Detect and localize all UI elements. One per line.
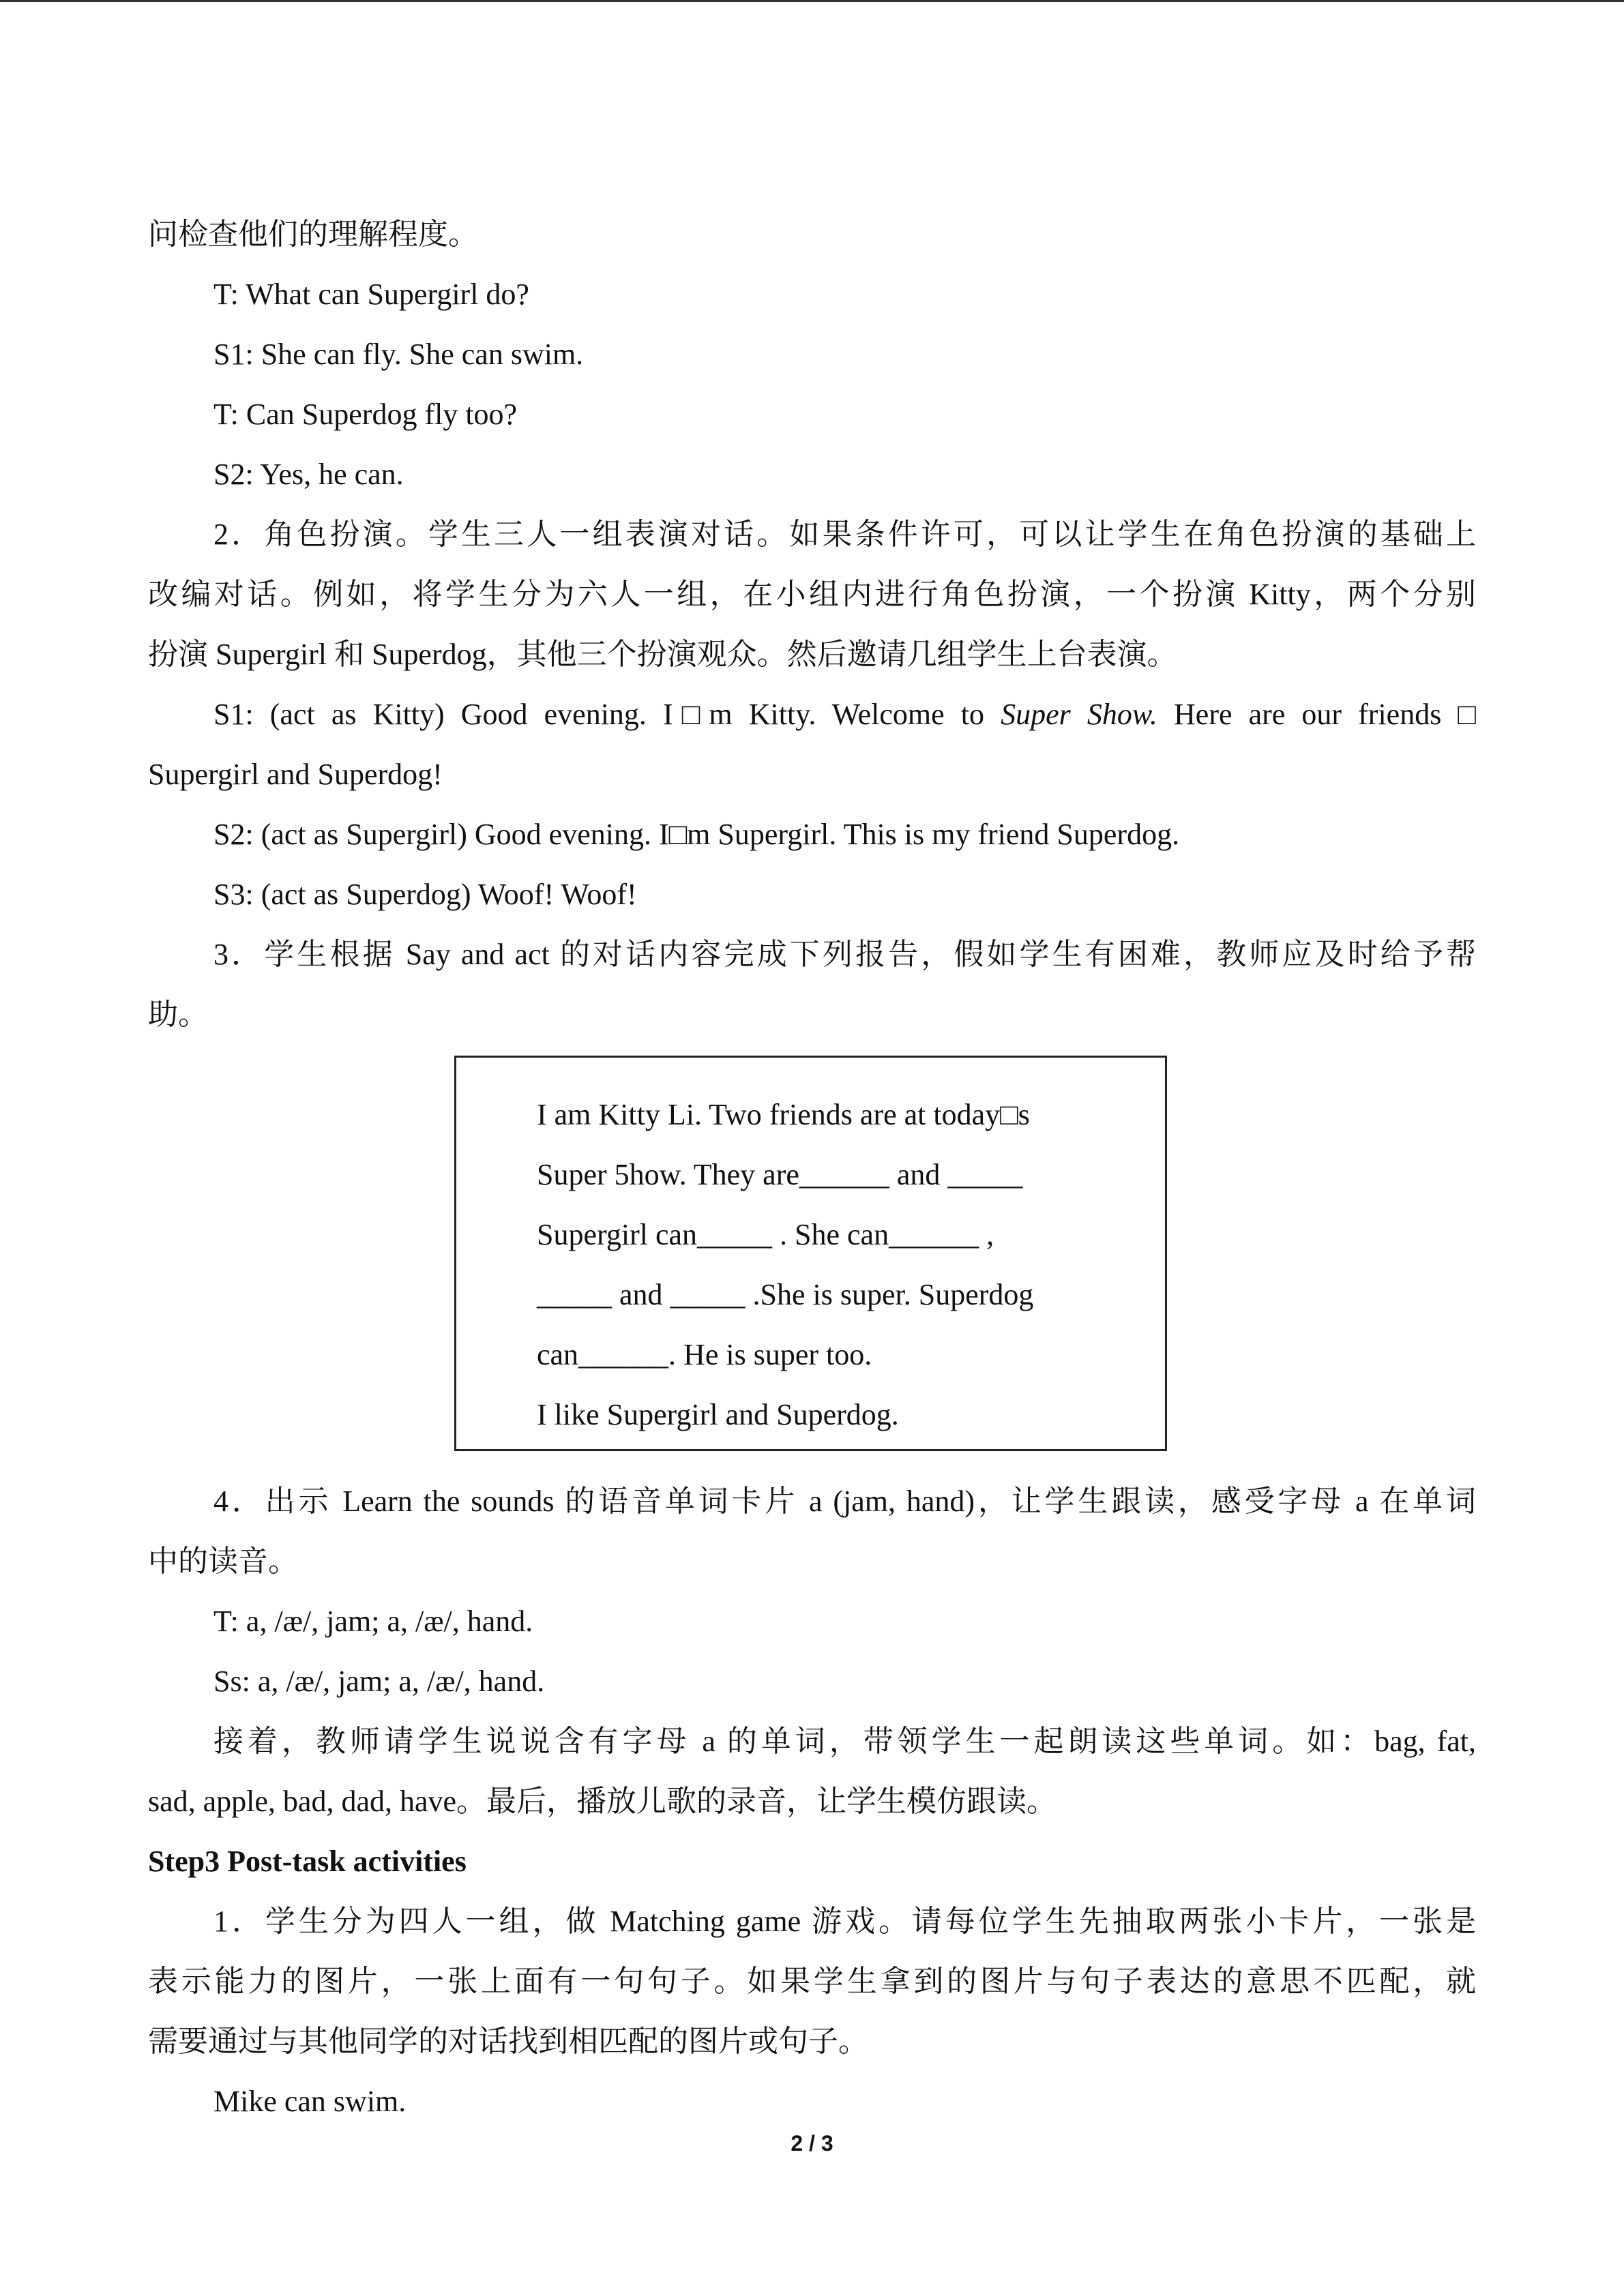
paragraph-line: 助。 (148, 998, 208, 1031)
example-sentence: Mike can swim. (213, 2085, 407, 2118)
paragraph-line: Supergirl and Superdog! (148, 758, 443, 791)
dialogue-line-student1: S1: She can fly. She can swim. (213, 338, 584, 371)
report-line: can______. He is super too. (537, 1338, 872, 1371)
top-border-rule (0, 0, 1624, 2)
dialogue-line-teacher: T: Can Superdog fly too? (213, 398, 518, 431)
dialogue-line-student2: S2: Yes, he can. (213, 458, 404, 491)
section-heading: Step3 Post-task activities (148, 1845, 467, 1878)
paragraph-line: 扮演 Supergirl 和 Superdog，其他三个扮演观众。然后邀请几组学生上台表演。 (148, 638, 1177, 671)
roleplay-line-s3: S3: (act as Superdog) Woof! Woof! (213, 878, 637, 911)
report-line: Super 5how. They are______ and _____ (537, 1158, 1023, 1191)
paragraph-line: 问检查他们的理解程度。 (148, 218, 478, 251)
document-body (148, 205, 1476, 2132)
phonics-line-students: Ss: a, /æ/, jam; a, /æ/, hand. (213, 1665, 545, 1698)
paragraph-line: 接着，教师请学生说说含有字母 a 的单词，带领学生一起朗读这些单词。如：bag, fat, (213, 1725, 1476, 1758)
report-line: I am Kitty Li. Two friends are at today□s (537, 1098, 1030, 1131)
dialogue-line-teacher: T: What can Supergirl do? (213, 278, 529, 311)
report-line: _____ and _____ .She is super. Superdog (537, 1278, 1034, 1311)
paragraph-line: 1．学生分为四人一组，做 Matching game 游戏。请每位学生先抽取两张小卡片，一张是 (213, 1905, 1476, 1938)
paragraph-line: 2．角色扮演。学生三人一组表演对话。如果条件许可，可以让学生在角色扮演的基础上 (213, 518, 1476, 551)
paragraph-line: 需要通过与其他同学的对话找到相匹配的图片或句子。 (148, 2025, 868, 2058)
show-title: Super Show. (1001, 698, 1157, 731)
page-number: 2 / 3 (791, 2131, 833, 2156)
paragraph-line: sad, apple, bad, dad, have。最后，播放儿歌的录音，让学生模仿跟读。 (148, 1785, 1057, 1818)
paragraph-line: 3．学生根据 Say and act 的对话内容完成下列报告，假如学生有困难，教师应及时给予帮 (213, 938, 1476, 971)
paragraph-line: 4．出示 Learn the sounds 的语音单词卡片 a (jam, hand)，让学生跟读，感受字母 a 在单词 (213, 1485, 1476, 1518)
roleplay-text: Here are our friends □ (1157, 698, 1476, 731)
roleplay-text: S1: (act as Kitty) Good evening. I□m Kitty. Welcome to (213, 698, 1001, 731)
report-line: Supergirl can_____ . She can______ , (537, 1218, 994, 1251)
report-line: I like Supergirl and Superdog. (537, 1398, 899, 1431)
phonics-line-teacher: T: a, /æ/, jam; a, /æ/, hand. (213, 1605, 533, 1638)
paragraph-line: 表示能力的图片，一张上面有一句句子。如果学生拿到的图片与句子表达的意思不匹配，就 (148, 1965, 1476, 1998)
report-box (454, 1056, 1167, 1451)
roleplay-line-s2: S2: (act as Supergirl) Good evening. I□m Supergirl. This is my friend Superdog. (213, 818, 1180, 851)
roleplay-line-s1 (148, 685, 1476, 745)
paragraph-line: 中的读音。 (148, 1545, 298, 1578)
paragraph-line: 改编对话。例如，将学生分为六人一组，在小组内进行角色扮演，一个扮演 Kitty，两个分别 (148, 578, 1476, 611)
